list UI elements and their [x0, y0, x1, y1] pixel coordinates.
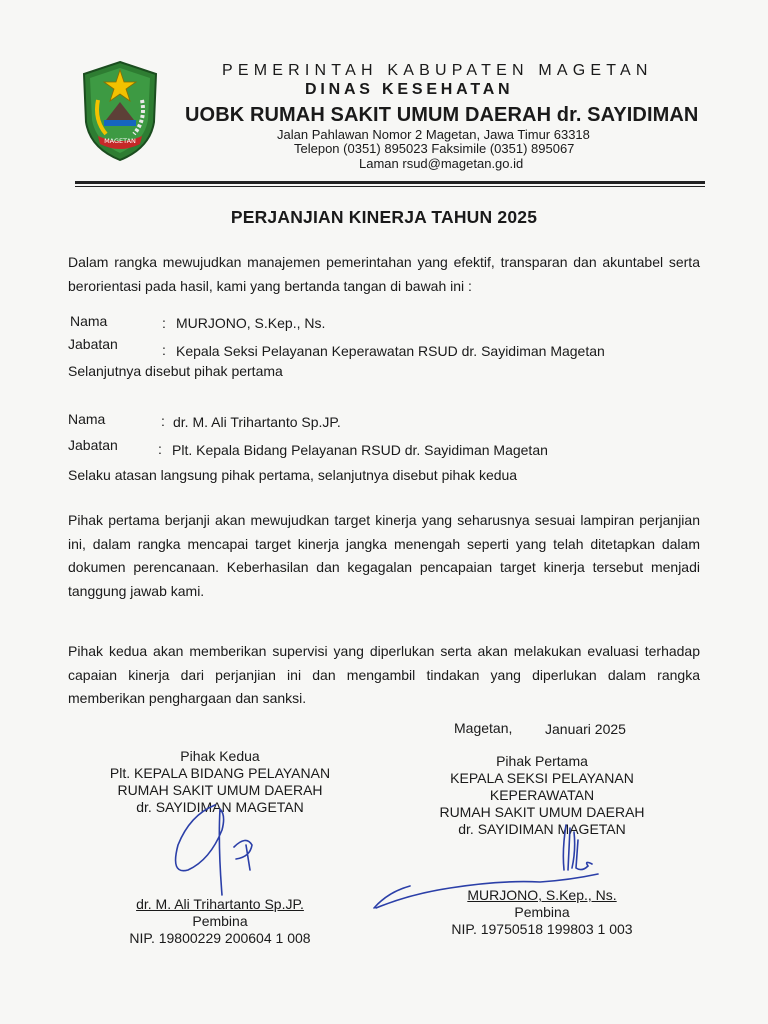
party1-position-colon: : — [162, 342, 166, 358]
sig-right-role: Pihak Pertama — [496, 753, 588, 769]
sig-right-rank: Pembina — [514, 904, 570, 920]
handwritten-signature-second-party — [160, 795, 280, 905]
party1-position: Kepala Seksi Pelayanan Keperawatan RSUD dr. Sayidiman Magetan — [176, 343, 605, 359]
supervision-paragraph: Pihak kedua akan memberikan supervisi yang diperlukan serta akan melakukan evaluasi terhadap capaian kinerja dari perjanjian ini dan mengambil tindakan yang diperlukan dalam rangka memberikan penghargaan dan sanksi. — [68, 643, 700, 706]
party2-name: dr. M. Ali Trihartanto Sp.JP. — [173, 414, 341, 430]
letterhead-agency: DINAS KESEHATAN — [305, 81, 514, 98]
party1-name-colon: : — [162, 315, 166, 331]
intro-paragraph: Dalam rangka mewujudkan manajemen pemerintahan yang efektif, transparan dan akuntabel serta berorientasi pada hasil, kami yang bertanda tangan di bawah ini : — [68, 254, 700, 294]
party1-name: MURJONO, S.Kep., Ns. — [176, 315, 326, 331]
party2-name-label: Nama — [68, 411, 106, 427]
sig-right-line3: RUMAH SAKIT UMUM DAERAH — [439, 804, 645, 820]
party2-note: Selaku atasan langsung pihak pertama, selanjutnya disebut pihak kedua — [68, 467, 518, 483]
sig-left-line2: RUMAH SAKIT UMUM DAERAH — [117, 782, 323, 798]
sig-right-line1: KEPALA SEKSI PELAYANAN — [450, 770, 634, 786]
letterhead-phone: Telepon (0351) 895023 Faksimile (0351) 895067 — [294, 141, 575, 156]
commitment-paragraph: Pihak pertama berjanji akan mewujudkan target kinerja yang seharusnya sesuai lampiran perjanjian ini, dalam rangka mencapai target kinerja jangka menengah seperti yang telah ditetapkan dalam dokumen perencanaan. Keberhasilan dan kegagalan pencapaian target kinerja tersebut menjadi tanggung jawab kami. — [68, 512, 700, 599]
letterhead-government: PEMERINTAH KABUPATEN MAGETAN — [222, 62, 653, 79]
party2-position-colon: : — [158, 441, 162, 457]
letterhead-web: Laman rsud@magetan.go.id — [359, 156, 524, 171]
party1-name-label: Nama — [70, 313, 108, 329]
party1-note: Selanjutnya disebut pihak pertama — [68, 363, 283, 379]
signing-date: Januari 2025 — [545, 721, 626, 737]
party1-position-label: Jabatan — [68, 336, 118, 352]
party2-position: Plt. Kepala Bidang Pelayanan RSUD dr. Sayidiman Magetan — [172, 442, 548, 458]
sig-right-name: MURJONO, S.Kep., Ns. — [467, 887, 617, 903]
sig-left-name: dr. M. Ali Trihartanto Sp.JP. — [136, 896, 304, 912]
regency-crest-logo — [78, 60, 162, 162]
letterhead-hospital: UOBK RUMAH SAKIT UMUM DAERAH dr. SAYIDIMAN — [185, 104, 699, 126]
party2-position-label: Jabatan — [68, 437, 118, 453]
signing-place: Magetan, — [454, 720, 513, 736]
sig-left-line3: dr. SAYIDIMAN MAGETAN — [136, 799, 304, 815]
sig-right-line2: KEPERAWATAN — [489, 787, 595, 803]
letterhead-address: Jalan Pahlawan Nomor 2 Magetan, Jawa Timur 63318 — [277, 127, 590, 142]
logo-text: MAGETAN — [104, 137, 136, 145]
letterhead-divider-thin — [75, 186, 705, 187]
sig-right-nip: NIP. 19750518 199803 1 003 — [451, 921, 633, 937]
party2-name-colon: : — [161, 413, 165, 429]
sig-left-line1: Plt. KEPALA BIDANG PELAYANAN — [109, 765, 331, 781]
sig-left-rank: Pembina — [192, 913, 248, 929]
handwritten-signature-first-party — [370, 820, 610, 915]
sig-left-role: Pihak Kedua — [180, 748, 260, 764]
letterhead-divider-thick — [75, 181, 705, 184]
sig-right-line4: dr. SAYIDIMAN MAGETAN — [458, 821, 626, 837]
sig-left-nip: NIP. 19800229 200604 1 008 — [129, 930, 311, 946]
document-title: PERJANJIAN KINERJA TAHUN 2025 — [230, 207, 538, 227]
